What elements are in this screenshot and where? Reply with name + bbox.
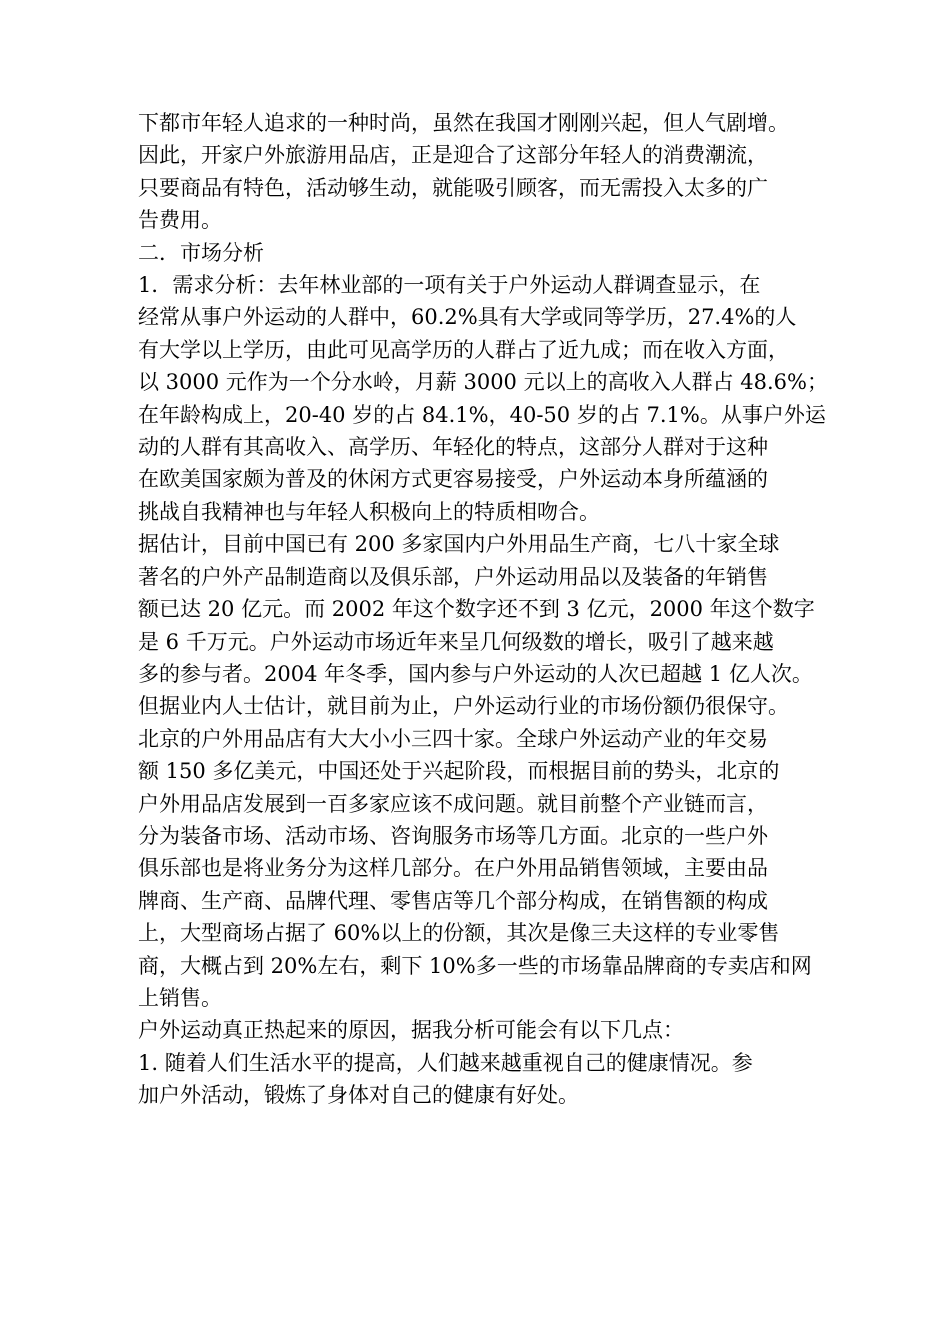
document-body <box>138 107 828 1112</box>
list-item-reason-1: 1. 随着人们生活水平的提高，人们越来越重视自己的健康情况。参 加户外活动，锻炼了身体对自己的健康有好处。 <box>138 1050 753 1108</box>
paragraph-demand-analysis: 1．需求分析：去年林业部的一项有关于户外运动人群调查显示，在 经常从事户外运动的人群中，60.2%具有大学或同等学历，27.4%的人 有大学以上学历，由此可见高学历的人群占了近九成；而在收入方面， 以 3000 元作为一个分水岭，月薪 3000 元以上的高收入人群占 48.6%； 在年龄构成上，20-40 岁的占 84.1%，40-50 岁的占 7.1%。从事户外运 动的人群有其高收入、高学历、年轻化的特点，这部分人群对于这种 在欧美国家颇为普及的休闲方式更容易接受，户外运动本身所蕴涵的 挑战自我精神也与年轻人积极向上的特质相吻合。 <box>138 273 828 524</box>
paragraph-reasons-intro: 户外运动真正热起来的原因，据我分析可能会有以下几点： <box>138 1018 684 1043</box>
section-heading-market-analysis: 二．市场分析 <box>138 240 264 265</box>
paragraph-intro-continuation: 下都市年轻人追求的一种时尚，虽然在我国才刚刚兴起，但人气剧增。 因此，开家户外旅游用品店，正是迎合了这部分年轻人的消费潮流， 只要商品有特色，活动够生动，就能吸引顾客，而无需投入太多的广 告费用。 <box>138 111 789 233</box>
paragraph-market-estimate: 据估计，目前中国已有 200 多家国内户外用品生产商，七八十家全球 著名的户外产品制造商以及俱乐部，户外运动用品以及装备的年销售 额已达 20 亿元。而 2002 年这个数字还不到 3 亿元，2000 年这个数字 是 6 千万元。户外运动市场近年来呈几何级数的增长，吸引了越来越 多的参与者。2004 年冬季，国内参与户外运动的人次已超越 1 亿人次。 但据业内人士估计，就目前为止，户外运动行业的市场份额仍很保守。 北京的户外用品店有大大小小三四十家。全球户外运动产业的年交易 额 150 多亿美元，中国还处于兴起阶段，而根据目前的势头，北京的 户外用品店发展到一百多家应该不成问题。就目前整个产业链而言， 分为装备市场、活动市场、咨询服务市场等几方面。北京的一些户外 俱乐部也是将业务分为这样几部分。在户外用品销售领域，主要由品 牌商、生产商、品牌代理、零售店等几个部分构成，在销售额的构成 上，大型商场占据了 60%以上的份额，其次是像三夫这样的专业零售 商，大概占到 20%左右，剩下 10%多一些的市场靠品牌商的专卖店和网 上销售。 <box>138 532 815 1010</box>
